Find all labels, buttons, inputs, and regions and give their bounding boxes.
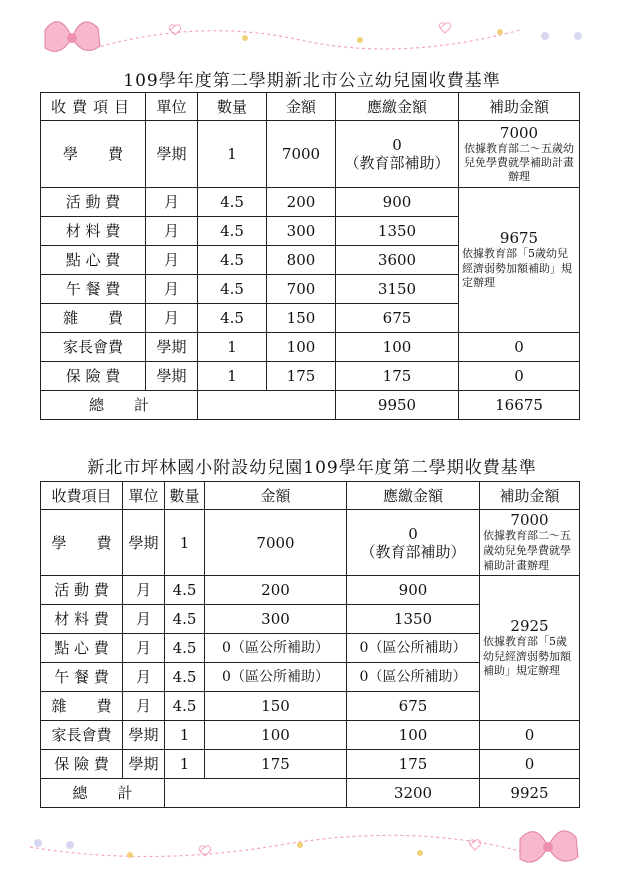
header-unit: 單位 bbox=[123, 482, 165, 510]
subsidy-group: 9675 依據教育部「5歲幼兒經濟弱勢加額補助」規定辦理 bbox=[459, 188, 580, 333]
due-cell: 0 （教育部補助） bbox=[336, 121, 459, 188]
total-row bbox=[41, 779, 580, 808]
table-row: 家長會費 學期 1 100 100 0 bbox=[41, 721, 580, 750]
table-row: 點 心 費 月 4.5 800 3600 bbox=[41, 246, 580, 275]
total-row bbox=[41, 391, 580, 420]
heart-icon bbox=[199, 840, 480, 856]
header-qty: 數量 bbox=[198, 93, 267, 121]
total-due: 3200 bbox=[347, 779, 480, 808]
header-item: 收費項目 bbox=[41, 482, 123, 510]
table-row: 活 動 費 月 4.5 200 900 2925 依據教育部「5歲幼兒經濟弱勢加額補助」規定辦理 bbox=[41, 576, 580, 605]
subsidy-tuition: 7000 依據教育部二～五歲幼兒免學費就學補助計畫辦理 bbox=[459, 121, 580, 188]
ribbon-bow-icon bbox=[520, 831, 578, 862]
table-row: 雜 費 月 4.5 150 675 bbox=[41, 304, 580, 333]
table-row: 午 餐 費 月 4.5 0（區公所補助） 0（區公所補助） bbox=[41, 663, 580, 692]
table-row: 午 餐 費 月 4.5 700 3150 bbox=[41, 275, 580, 304]
table-row: 學 費 學期 1 7000 0 （教育部補助） 7000 依據教育部二～五歲幼兒免學費就學補助計畫辦理 bbox=[41, 510, 580, 576]
bottom-decoration bbox=[0, 815, 624, 885]
total-subsidy: 16675 bbox=[459, 391, 580, 420]
subsidy-group: 2925 依據教育部「5歲幼兒經濟弱勢加額補助」規定辦理 bbox=[480, 576, 580, 721]
table-row: 材 料 費 月 4.5 300 1350 bbox=[41, 217, 580, 246]
table-row: 點 心 費 月 4.5 0（區公所補助） 0（區公所補助） bbox=[41, 634, 580, 663]
subsidy-tuition: 7000 依據教育部二～五歲幼兒免學費就學補助計畫辦理 bbox=[480, 510, 580, 576]
table-row: 活 動 費 月 4.5 200 900 9675 依據教育部「5歲幼兒經濟弱勢加額補助」規定辦理 bbox=[41, 188, 580, 217]
table-row: 學 費 學期 1 7000 0 （教育部補助） 7000 依據教育部二～五歲幼兒免學費就學補助計畫辦理 bbox=[41, 121, 580, 188]
header-amount: 金額 bbox=[205, 482, 347, 510]
total-label: 總 計 bbox=[41, 391, 198, 420]
table2-title: 新北市坪林國小附設幼兒園109學年度第二學期收費基準 bbox=[87, 458, 537, 478]
header-subsidy: 補助金額 bbox=[480, 482, 580, 510]
table-row: 家長會費 學期 1 100 100 0 bbox=[41, 333, 580, 362]
table-row: 雜 費 月 4.5 150 675 bbox=[41, 692, 580, 721]
table-row: 材 料 費 月 4.5 300 1350 bbox=[41, 605, 580, 634]
fee-table-public bbox=[40, 92, 580, 420]
total-label: 總 計 bbox=[41, 779, 165, 808]
total-due: 9950 bbox=[336, 391, 459, 420]
header-due: 應繳金額 bbox=[347, 482, 480, 510]
header-due: 應繳金額 bbox=[336, 93, 459, 121]
due-cell: 0 （教育部補助） bbox=[347, 510, 480, 576]
top-decoration bbox=[0, 0, 624, 70]
table1-title: 109學年度第二學期新北市公立幼兒園收費基準 bbox=[123, 71, 501, 91]
fee-table-pinglin bbox=[40, 481, 580, 808]
header-qty: 數量 bbox=[165, 482, 205, 510]
heart-icon bbox=[169, 23, 450, 35]
ribbon-bow-icon bbox=[45, 22, 100, 52]
total-subsidy: 9925 bbox=[480, 779, 580, 808]
header-unit: 單位 bbox=[146, 93, 198, 121]
table-row: 保 險 費 學期 1 175 175 0 bbox=[41, 362, 580, 391]
header-subsidy: 補助金額 bbox=[459, 93, 580, 121]
header-amount: 金額 bbox=[267, 93, 336, 121]
table-row: 保 險 費 學期 1 175 175 0 bbox=[41, 750, 580, 779]
header-item: 收費項目 bbox=[41, 93, 146, 121]
